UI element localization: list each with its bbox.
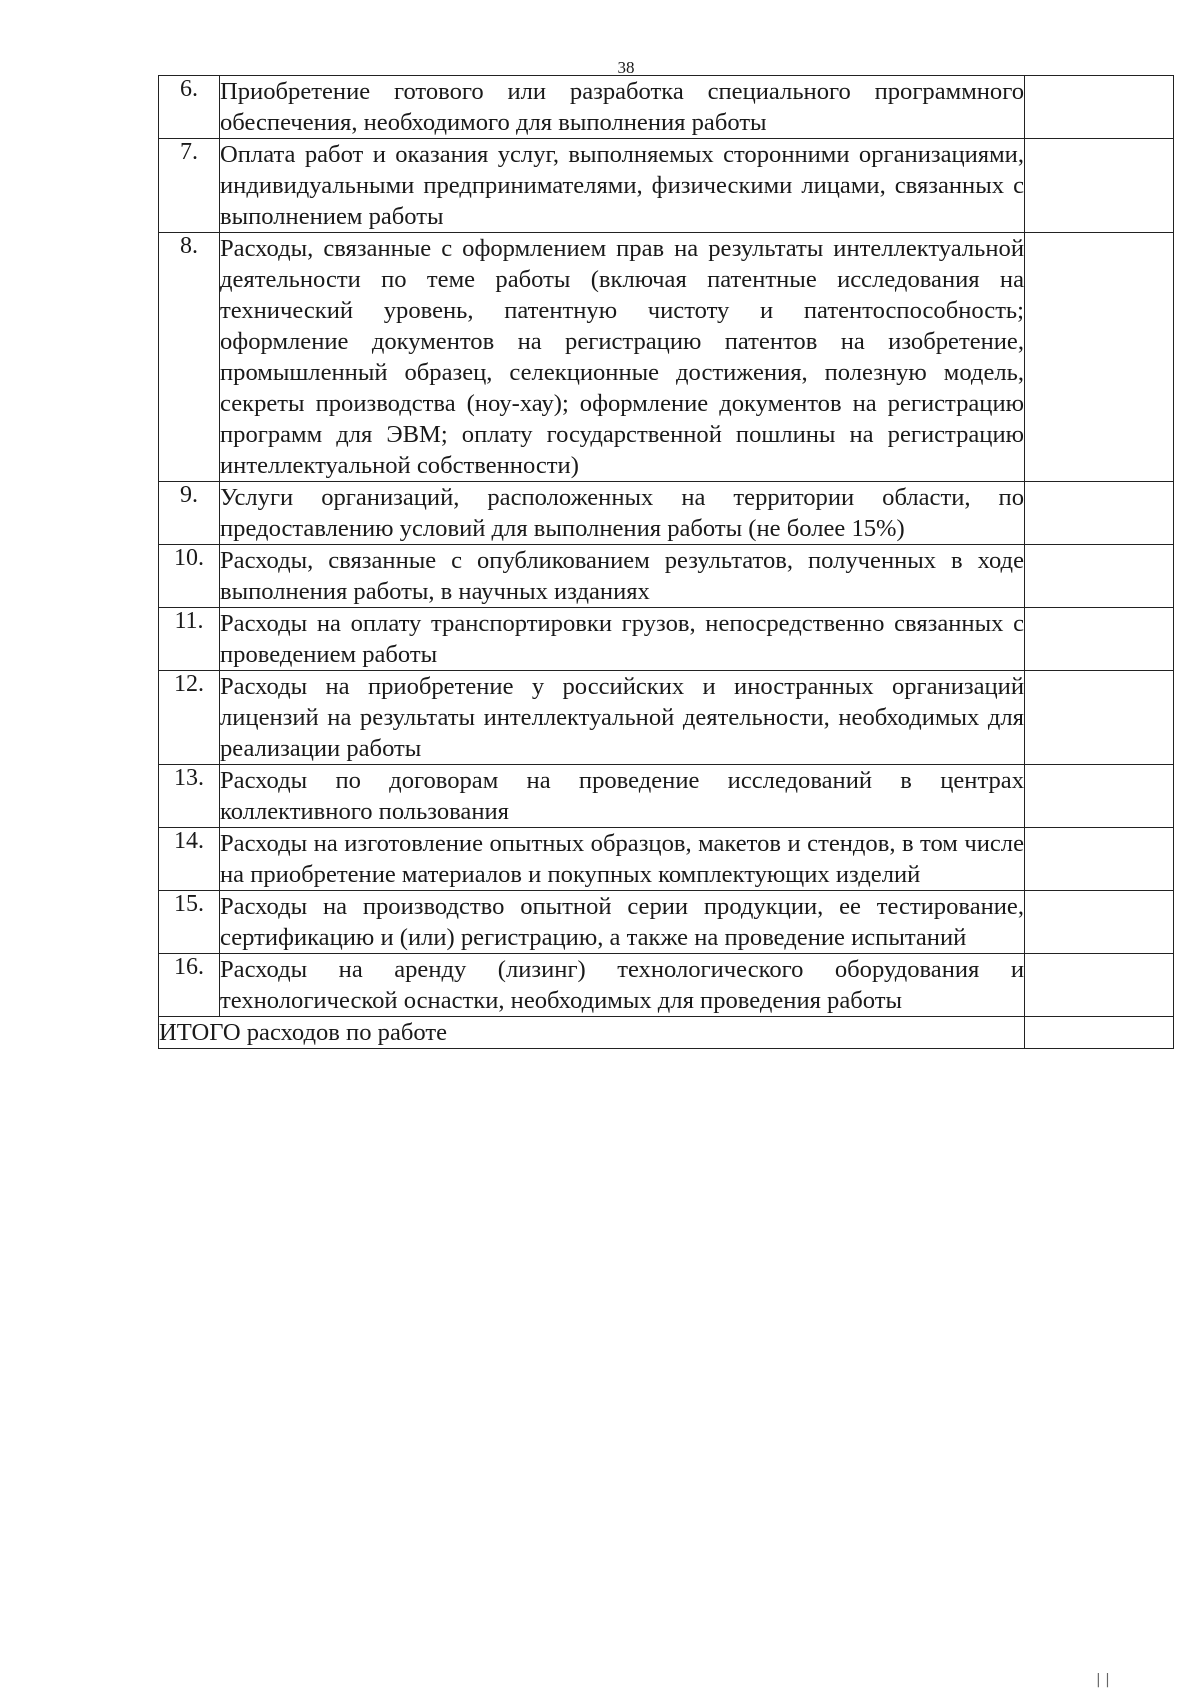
row-description: Услуги организаций, расположенных на территории области, по предоставлению условий для выполнения работы (не более 15%) — [220, 482, 1025, 545]
row-number: 13. — [159, 765, 220, 828]
row-amount-cell — [1025, 671, 1174, 765]
row-description: Расходы на оплату транспортировки грузов, непосредственно связанных с проведением работы — [220, 608, 1025, 671]
row-amount-cell — [1025, 828, 1174, 891]
table-row — [159, 891, 1174, 954]
total-label: ИТОГО расходов по работе — [159, 1017, 1025, 1049]
row-amount-cell — [1025, 608, 1174, 671]
row-number: 7. — [159, 139, 220, 233]
total-amount-cell — [1025, 1017, 1174, 1049]
row-number: 14. — [159, 828, 220, 891]
table-row — [159, 765, 1174, 828]
table-row — [159, 671, 1174, 765]
row-description: Расходы по договорам на проведение исследований в центрах коллективного пользования — [220, 765, 1025, 828]
row-amount-cell — [1025, 139, 1174, 233]
table-row — [159, 76, 1174, 139]
row-number: 12. — [159, 671, 220, 765]
total-row — [159, 1017, 1174, 1049]
row-amount-cell — [1025, 482, 1174, 545]
table-row — [159, 954, 1174, 1017]
row-number: 6. — [159, 76, 220, 139]
row-description: Расходы, связанные с опубликованием результатов, полученных в ходе выполнения работы, в научных изданиях — [220, 545, 1025, 608]
row-amount-cell — [1025, 891, 1174, 954]
table-row — [159, 139, 1174, 233]
row-number: 10. — [159, 545, 220, 608]
row-description: Расходы на приобретение у российских и иностранных организаций лицензий на результаты интеллектуальной деятельности, необходимых для реализации работы — [220, 671, 1025, 765]
row-amount-cell — [1025, 545, 1174, 608]
row-amount-cell — [1025, 954, 1174, 1017]
table-row — [159, 482, 1174, 545]
row-description: Приобретение готового или разработка специального программного обеспечения, необходимого для выполнения работы — [220, 76, 1025, 139]
row-number: 11. — [159, 608, 220, 671]
expense-table — [158, 75, 1174, 1049]
row-amount-cell — [1025, 76, 1174, 139]
row-description: Расходы на изготовление опытных образцов, макетов и стендов, в том числе на приобретение материалов и покупных комплектующих изделий — [220, 828, 1025, 891]
row-description: Расходы на производство опытной серии продукции, ее тестирование, сертификацию и (или) регистрацию, а также на проведение испытаний — [220, 891, 1025, 954]
table-row — [159, 828, 1174, 891]
row-number: 9. — [159, 482, 220, 545]
row-number: 8. — [159, 233, 220, 482]
row-amount-cell — [1025, 233, 1174, 482]
row-description: Расходы, связанные с оформлением прав на результаты интеллектуальной деятельности по теме работы (включая патентные исследования на технический уровень, патентную чистоту и патентоспособность; оформление документов на регистрацию патентов на изобретение, промышленный образец, селекционные достижения, полезную модель, секреты производства (ноу-хау); оформление документов на регистрацию программ для ЭВМ; оплату государственной пошлины на регистрацию интеллектуальной собственности) — [220, 233, 1025, 482]
row-number: 15. — [159, 891, 220, 954]
footer-mark: | | — [1096, 1672, 1110, 1688]
row-description: Оплата работ и оказания услуг, выполняемых сторонними организациями, индивидуальными предпринимателями, физическими лицами, связанных с выполнением работы — [220, 139, 1025, 233]
page-number: 38 — [617, 58, 635, 77]
row-number: 16. — [159, 954, 220, 1017]
table-row — [159, 545, 1174, 608]
row-amount-cell — [1025, 765, 1174, 828]
row-description: Расходы на аренду (лизинг) технологического оборудования и технологической оснастки, необходимых для проведения работы — [220, 954, 1025, 1017]
table-row — [159, 608, 1174, 671]
table-row — [159, 233, 1174, 482]
